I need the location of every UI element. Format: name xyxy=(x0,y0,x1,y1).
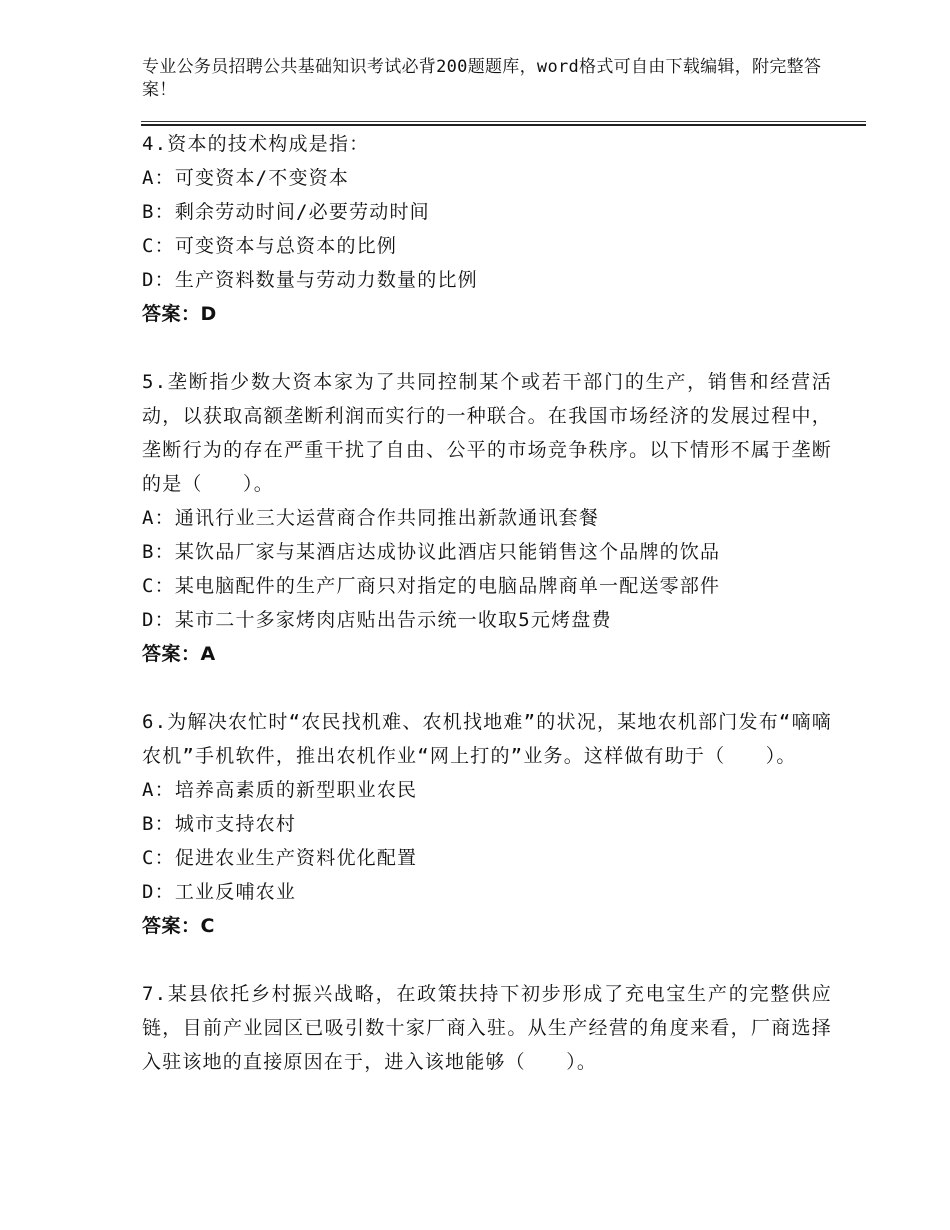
option-a: A：可变资本/不变资本 xyxy=(142,167,350,189)
option-a: A：通讯行业三大运营商合作共同推出新款通讯套餐 xyxy=(142,507,600,529)
answer-line: 答案：C xyxy=(142,915,215,937)
question-text: 4.资本的技术构成是指： xyxy=(142,133,370,155)
option-c: C：促进农业生产资料优化配置 xyxy=(142,847,418,869)
option-b: B：某饮品厂家与某酒店达成协议此酒店只能销售这个品牌的饮品 xyxy=(142,541,721,563)
question-7 xyxy=(142,977,832,1079)
spacer xyxy=(142,331,832,365)
option-c: C：某电脑配件的生产厂商只对指定的电脑品牌商单一配送零部件 xyxy=(142,575,721,597)
option-d: D：工业反哺农业 xyxy=(142,881,297,903)
option-b: B：城市支持农村 xyxy=(142,813,297,835)
option-a: A：培养高素质的新型职业农民 xyxy=(142,779,418,801)
option-b: B：剩余劳动时间/必要劳动时间 xyxy=(142,201,430,223)
answer-line: 答案：D xyxy=(142,303,217,325)
header-rule-thick xyxy=(141,124,866,126)
header-rule-thin xyxy=(141,121,866,122)
question-text: 5.垄断指少数大资本家为了共同控制某个或若干部门的生产，销售和经营活动，以获取高额垄断利润而实行的一种联合。在我国市场经济的发展过程中，垄断行为的存在严重干扰了自由、公平的市场竞争秩序。以下情形不属于垄断的是（ ）。 xyxy=(142,371,832,495)
question-4 xyxy=(142,127,832,331)
question-6 xyxy=(142,705,832,943)
option-d: D：某市二十多家烤肉店贴出告示统一收取5元烤盘费 xyxy=(142,609,612,631)
page-header: 专业公务员招聘公共基础知识考试必背200题题库，word格式可自由下载编辑，附完整答案！ xyxy=(142,57,822,100)
option-d: D：生产资料数量与劳动力数量的比例 xyxy=(142,269,478,291)
question-text: 6.为解决农忙时“农民找机难、农机找地难”的状况，某地农机部门发布“嘀嘀农机”手机软件，推出农机作业“网上打的”业务。这样做有助于（ ）。 xyxy=(142,711,832,767)
answer-line: 答案：A xyxy=(142,643,216,665)
question-list xyxy=(142,127,832,1079)
spacer xyxy=(142,943,832,977)
question-5 xyxy=(142,365,832,671)
spacer xyxy=(142,671,832,705)
option-c: C：可变资本与总资本的比例 xyxy=(142,235,398,257)
question-text: 7.某县依托乡村振兴战略，在政策扶持下初步形成了充电宝生产的完整供应链，目前产业园区已吸引数十家厂商入驻。从生产经营的角度来看，厂商选择入驻该地的直接原因在于，进入该地能够（ ）。 xyxy=(142,983,832,1073)
